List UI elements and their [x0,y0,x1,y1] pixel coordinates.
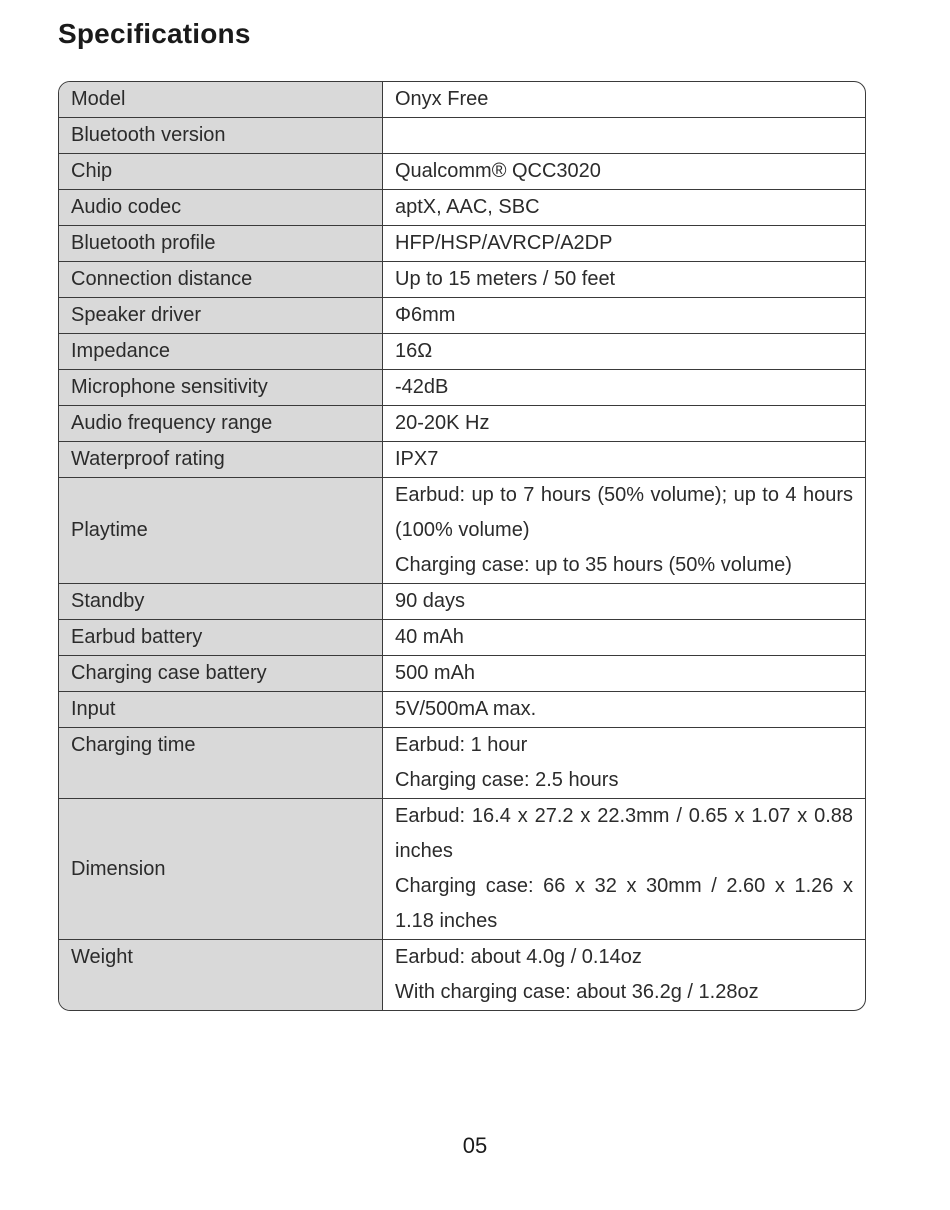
row-label: Bluetooth version [59,118,383,153]
table-row-connection-distance [59,261,865,297]
row-value [383,656,865,691]
specifications-table [58,81,866,1011]
row-value [383,262,865,297]
row-value [383,584,865,619]
table-row-impedance [59,333,865,369]
value-line: 16Ω [395,340,433,362]
value-line: Qualcomm® QCC3020 [395,160,601,182]
row-value [383,226,865,261]
row-label: Audio frequency range [59,406,383,441]
row-value [383,82,865,117]
value-line: Charging case: 66 x 32 x 30mm / 2.60 x 1.26 x 1.18 inches [395,875,853,932]
page-number: 05 [462,1133,488,1158]
table-row-charging-case-battery [59,655,865,691]
table-row-standby [59,583,865,619]
row-value [383,442,865,477]
row-label: Dimension [59,799,383,939]
value-line: Earbud: up to 7 hours (50% volume); up to 4 hours (100% volume) [395,484,853,541]
table-row-bluetooth-version [59,117,865,153]
row-label: Waterproof rating [59,442,383,477]
row-value [383,298,865,333]
value-line: 20-20K Hz [395,412,490,434]
row-label: Connection distance [59,262,383,297]
value-line: Earbud: about 4.0g / 0.14oz [395,946,642,968]
value-line: aptX, AAC, SBC [395,196,540,218]
value-line: Onyx Free [395,88,489,110]
row-label: Weight [59,940,383,1010]
value-line: 90 days [395,590,466,612]
row-label: Impedance [59,334,383,369]
value-line: IPX7 [395,448,439,470]
value-line: Earbud: 1 hour [395,734,528,756]
table-row-input [59,691,865,727]
row-value [383,799,865,939]
value-line: Earbud: 16.4 x 27.2 x 22.3mm / 0.65 x 1.07 x 0.88 inches [395,805,853,862]
table-row-waterproof-rating [59,441,865,477]
row-value [383,118,865,153]
row-label: Speaker driver [59,298,383,333]
value-line: Up to 15 meters / 50 feet [395,268,616,290]
page-title: Specifications [58,18,251,49]
value-line: HFP/HSP/AVRCP/A2DP [395,232,613,254]
value-line: -42dB [395,376,449,398]
row-value [383,620,865,655]
row-label: Charging case battery [59,656,383,691]
row-value [383,940,865,1010]
row-value [383,406,865,441]
row-value [383,334,865,369]
value-line: Φ6mm [395,304,456,326]
table-row-model [59,82,865,117]
row-label: Audio codec [59,190,383,225]
row-value [383,154,865,189]
row-value [383,478,865,583]
table-row-speaker-driver [59,297,865,333]
row-value [383,692,865,727]
row-label: Earbud battery [59,620,383,655]
row-label: Playtime [59,478,383,583]
table-row-audio-codec [59,189,865,225]
table-row-charging-time [59,727,865,798]
value-line: Charging case: up to 35 hours (50% volume) [395,554,792,576]
value-line: 40 mAh [395,626,464,648]
row-label: Microphone sensitivity [59,370,383,405]
value-line: 500 mAh [395,662,476,684]
table-row-weight [59,939,865,1010]
value-line: Charging case: 2.5 hours [395,769,619,791]
table-row-audio-frequency-range [59,405,865,441]
row-value [383,370,865,405]
row-value [383,728,865,798]
value-line: 5V/500mA max. [395,698,537,720]
table-row-microphone-sensitivity [59,369,865,405]
table-row-bluetooth-profile [59,225,865,261]
row-value [383,190,865,225]
table-row-chip [59,153,865,189]
table-row-dimension [59,798,865,939]
row-label: Charging time [59,728,383,798]
row-label: Input [59,692,383,727]
value-line: With charging case: about 36.2g / 1.28oz [395,981,759,1003]
row-label: Chip [59,154,383,189]
row-label: Model [59,82,383,117]
row-label: Bluetooth profile [59,226,383,261]
table-row-earbud-battery [59,619,865,655]
row-label: Standby [59,584,383,619]
table-row-playtime [59,477,865,583]
